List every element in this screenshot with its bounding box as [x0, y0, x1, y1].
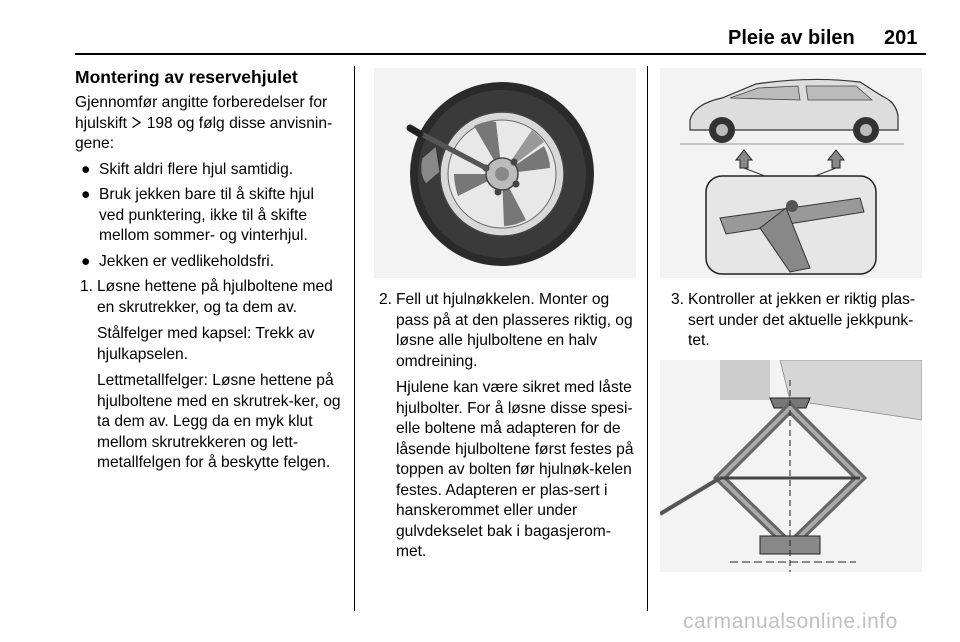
scissor-jack-illustration [660, 360, 922, 572]
step-body [396, 290, 636, 563]
watermark [683, 610, 898, 634]
column-2 [374, 68, 636, 568]
step-paragraph: Hjulene kan være sikret med låste hjulbolter. For å løsne disse spesi-elle boltene må adapteren for de låsende hjulboltene først festes på toppen av bolten før hjulnøk-kelen festes. Adapteren er plas-sert i hanskerommet eller under gulvdekselet bak i bagasjerom-met. [396, 379, 634, 560]
step-body [97, 277, 343, 474]
page-header-title: Pleie av bilen [728, 27, 855, 49]
watermark-text: carmanualsonline.info [683, 610, 898, 633]
header-rule [75, 53, 926, 55]
column-divider-left [354, 66, 355, 611]
wheel-wrench-illustration [374, 68, 636, 278]
bullet-item [75, 160, 343, 181]
bullet-dot-icon: ● [81, 252, 91, 270]
step-number: 1. [79, 278, 93, 295]
step-paragraph: Stålfelger med kapsel: Trekk av hjulkapselen. [97, 325, 315, 363]
step-number: 3. [670, 291, 684, 308]
bullet-text: Bruk jekken bare til å skifte hjul ved punktering, ikke til å skifte mellom sommer- og vinterhjul. [99, 186, 314, 244]
step-text: Fell ut hjulnøkkelen. Monter og pass på at den plasseres riktig, og løsne alle hjulboltene en halv omdreining. [396, 291, 633, 370]
step-2 [374, 290, 636, 563]
step-body [688, 290, 928, 352]
step-text: Løsne hettene på hjulboltene med en skrutrekker, og ta dem av. [97, 278, 333, 316]
page-number: 201 [884, 27, 918, 49]
bullet-item [75, 185, 343, 247]
intro-tail: og følg disse anvisnin-gene: [75, 114, 333, 152]
step-paragraph: Lettmetallfelger: Løsne hettene på hjulboltene med en skrutrek-ker, og ta dem av. Legg da en myk klut mellom skrutrekkeren og lett-metallfelgen for å beskytte felgen. [97, 372, 341, 471]
step-text: Kontroller at jekken er riktig plas-sert under det aktuelle jekkpunk-tet. [688, 291, 916, 349]
intro-paragraph [75, 93, 343, 155]
step-3 [666, 290, 928, 352]
section-heading: Montering av reservehjulet [75, 67, 298, 87]
column-1 [75, 66, 343, 479]
bullet-item [75, 252, 343, 273]
car-jacking-points-illustration [660, 68, 922, 278]
bullet-text: Skift aldri flere hjul samtidig. [99, 160, 294, 178]
intro-ref-page: 198 [146, 114, 173, 132]
column-3 [666, 68, 928, 572]
bullet-text: Jekken er vedlikeholdsfri. [99, 252, 275, 270]
bullet-dot-icon: ● [81, 186, 91, 203]
reference-arrow-icon [131, 115, 146, 132]
column-divider-right [647, 66, 648, 611]
step-number: 2. [378, 291, 392, 308]
intro-text: Gjennomfør angitte forberedelser for hjulskift [75, 94, 328, 132]
bullet-dot-icon: ● [81, 160, 91, 178]
step-1 [75, 277, 343, 474]
